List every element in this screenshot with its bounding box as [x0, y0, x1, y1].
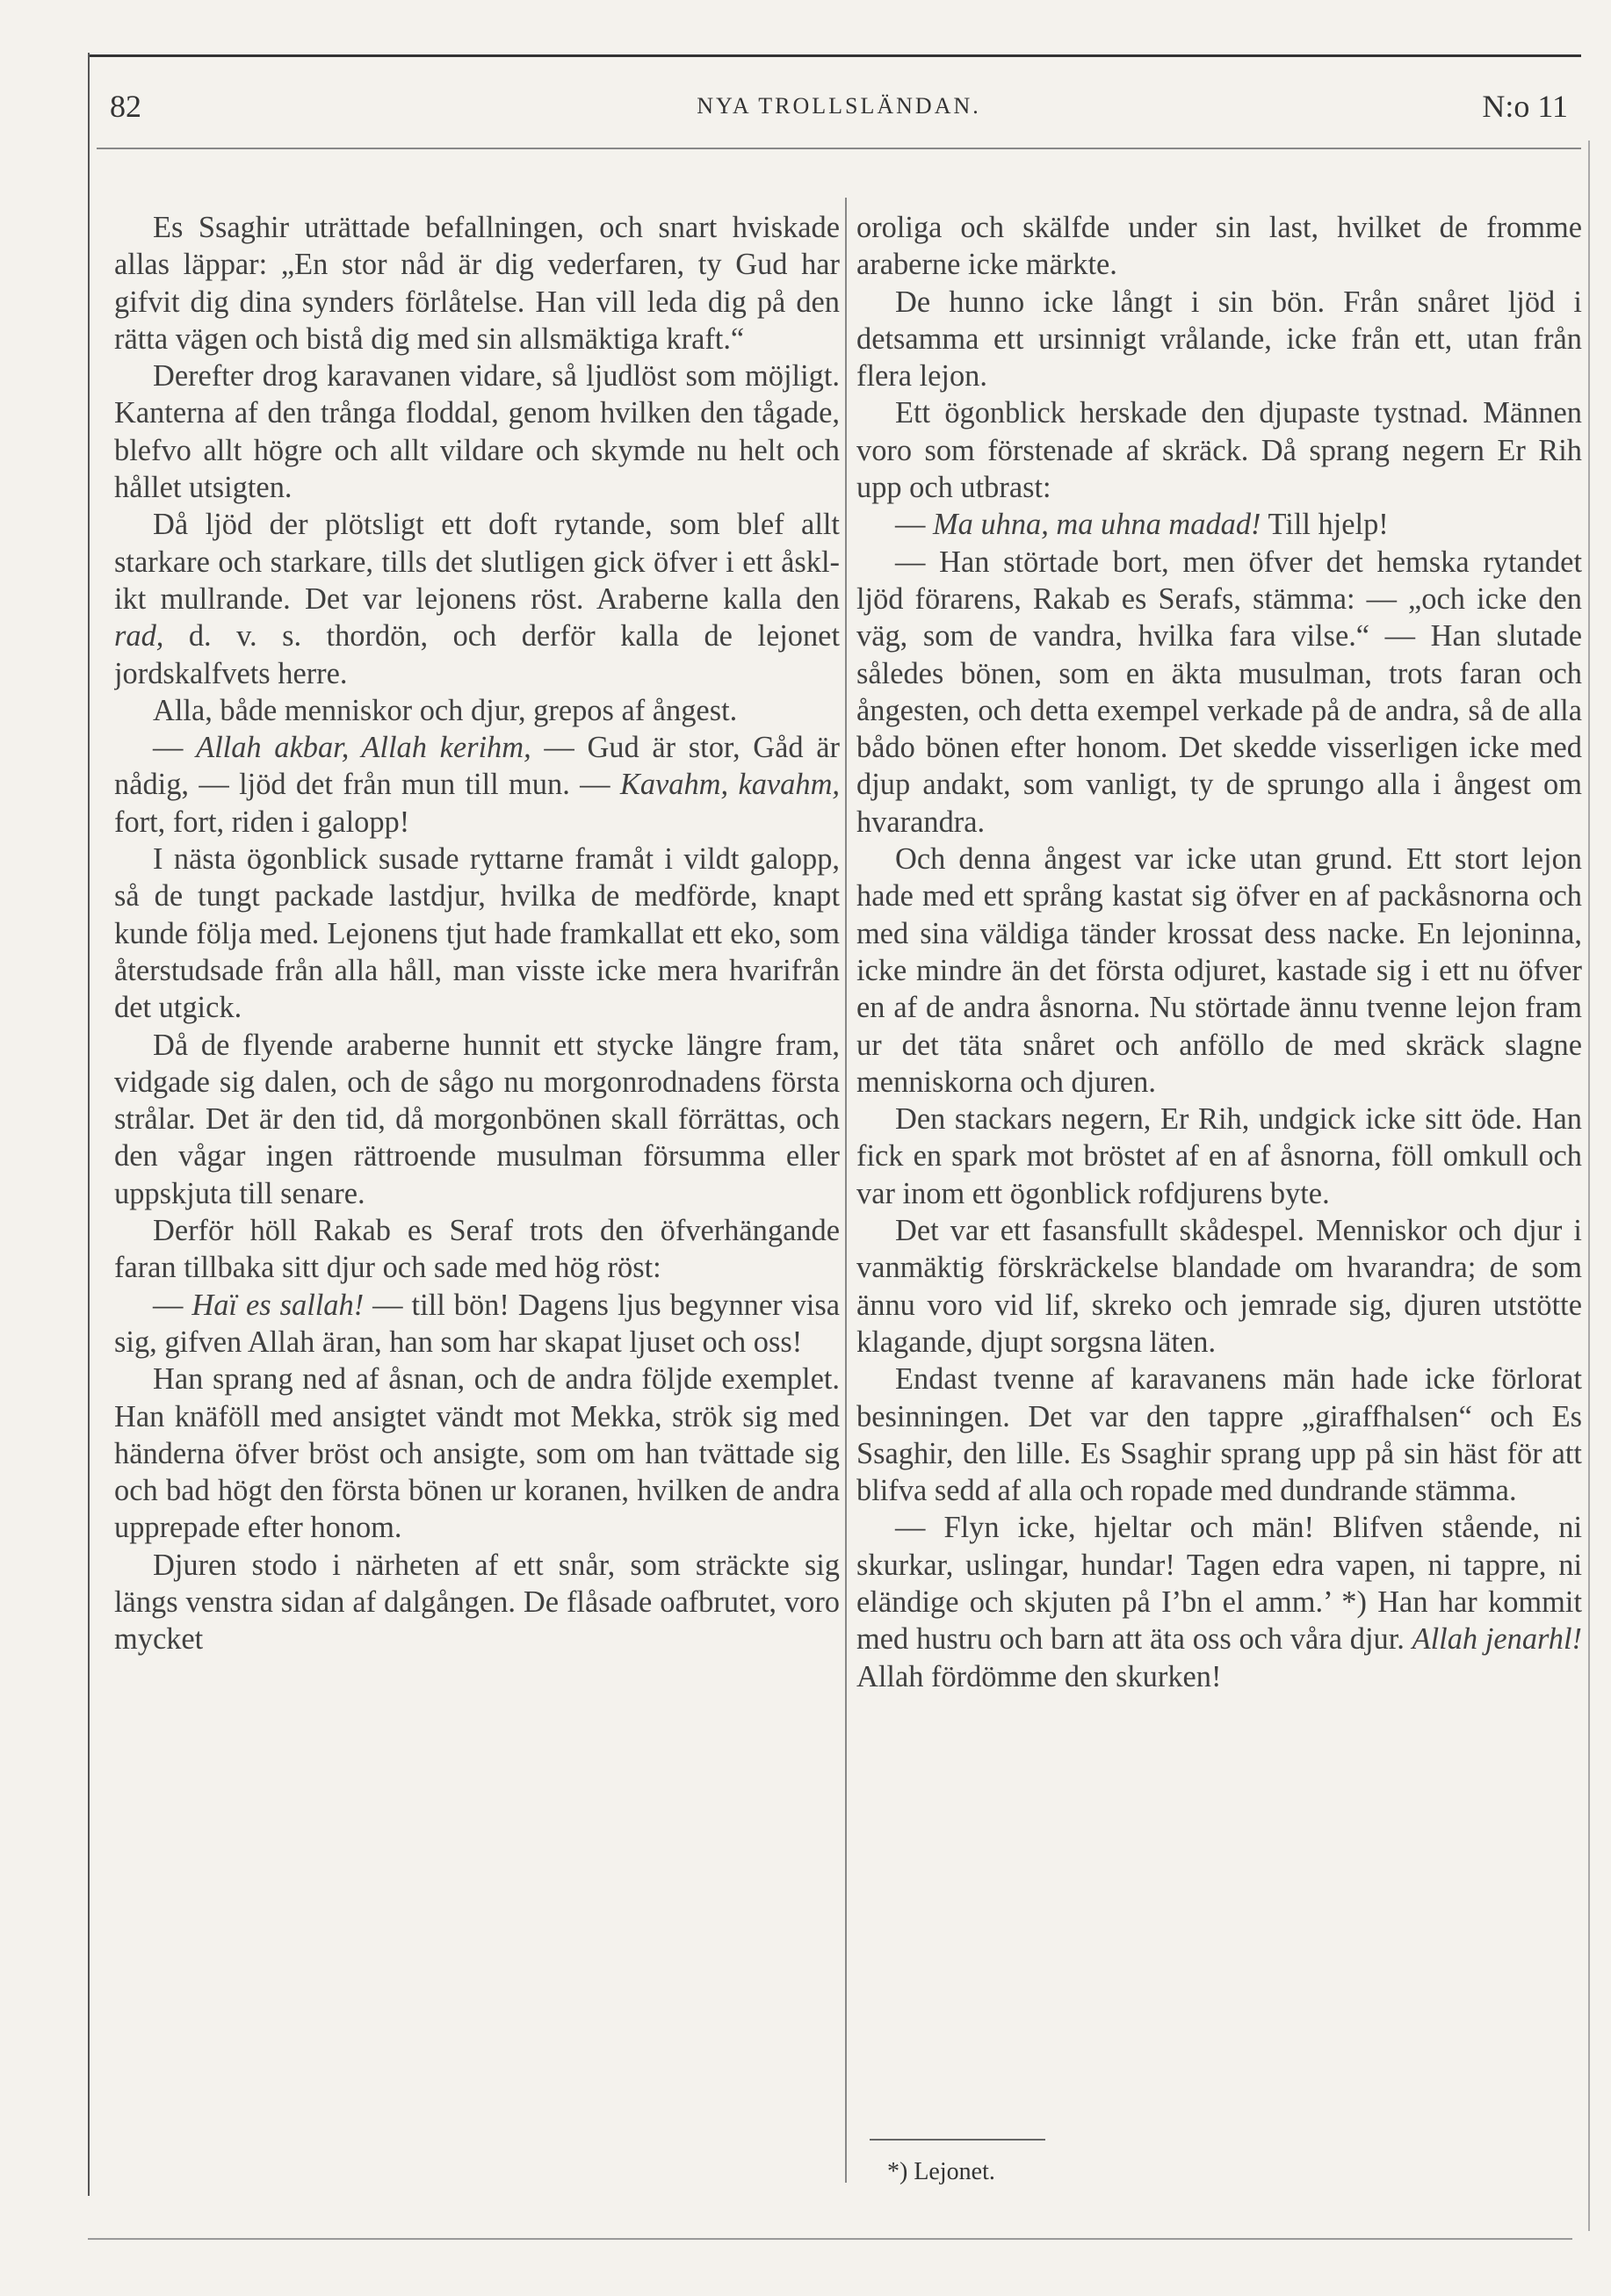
text: fort, fort, riden i galopp! [114, 805, 410, 839]
running-head [110, 88, 1568, 132]
text: — [895, 508, 933, 542]
text: — [153, 731, 197, 765]
paragraph: Derefter drog karavanen vidare, så ljudlöst som möjligt. Kanterna af den trånga floddal, genom hvilken den tågade, blefvo allt högre och allt vildare och skymde nu helt och hållet utsigten. [114, 359, 840, 505]
paragraph: De hunno icke långt i sin bön. Från snåret ljöd i detsamma ett ursinnigt vrålande, icke från ett, utan från flera lejon. [856, 285, 1582, 393]
header-rule [97, 148, 1581, 149]
paragraph [856, 1509, 1582, 1694]
text: — till bön! Dagens ljus begynner visa sig, gifven Allah äran, han som har skapat ljuset och oss! [114, 1288, 840, 1359]
paragraph: Endast tvenne af karavanens män hade icke förlorat besinningen. Det var den tappre „giraffhalsen“ och Es Ssaghir, den lille. Es Ssaghir sprang upp på sin häst för att blifva sedd af alla och ropade med dundrande stämma. [856, 1362, 1582, 1508]
emphasis: Ma uhna, ma uhna madad! [933, 508, 1261, 542]
issue-number: N:o 11 [1482, 89, 1568, 124]
paragraph: Ett ögonblick herskade den djupaste tystnad. Männen voro som förstenade af skräck. Då sprang negern Er Rih upp och utbrast: [856, 396, 1582, 505]
emphasis: Kavahm, kavahm, [619, 768, 840, 802]
paragraph: Alla, både menniskor och djur, grepos af ångest. [153, 693, 738, 727]
right-column [856, 209, 1582, 2194]
text: — Flyn icke, hjeltar och män! Blifven stående, ni skurkar, uslingar, hundar! Tagen edra vapen, ni tappre, ni eländige och skjuten på I’bn el amm.’ *) Han har kommit med hustru och barn att äta oss och våra djur. [856, 1511, 1582, 1657]
paragraph: Han sprang ned af åsnan, och de andra följde exemplet. Han knäföll med ansigtet vändt mot Mekka, strök sig med händerna öfver bröst och ansigte, som om han tvättade sig och bad högt den första bönen ur koranen, hvilken de andra upprepade efter honom. [114, 1362, 840, 1545]
paragraph: Djuren stodo i närheten af ett snår, som sträckte sig längs venstra sidan af dalgången. De flåsade oafbrutet, voro mycket [114, 1548, 840, 1657]
paragraph: Es Ssaghir uträttade befallningen, och snart hviskade allas läppar: „En stor nåd är dig vederfaren, ty Gud har gifvit dig dina synders förlåtelse. Han vill leda dig på den rätta vägen och bistå dig med sin allsmäktiga kraft.“ [114, 211, 840, 356]
paragraph: I nästa ögonblick susade ryttarne framåt i vildt galopp, så de tungt packade lastdjur, hvilka de medförde, knapt kunde följa med. Lejonens tjut hade framkallat ett eko, som återstudsade från alla håll, man visste icke mera hvarifrån det utgick. [114, 842, 840, 1025]
paragraph [114, 729, 840, 841]
paragraph: Och denna ångest var icke utan grund. Ett stort lejon hade med ett språng kastat sig öfver en af packåsnorna och med sina väldiga tänder krossat dess nacke. En lejoninna, icke mindre än det första odjuret, kastade sig i ett nu öfver en af de andra åsnorna. Nu störtade ännu tvenne lejon fram ur det täta snåret och anföllo de med skräck slagne menniskorna och djuren. [856, 842, 1582, 1099]
emphasis: rad, [114, 619, 164, 653]
top-rule [88, 54, 1581, 57]
text: Då ljöd der plötsligt ett doft rytande, som blef allt starkare och starkare, tills det slutligen gick öfver i ett åsklikt mullrande. Det var lejonens röst. Araberne kalla den [114, 508, 840, 616]
paragraph: Derför höll Rakab es Seraf trots den öfverhängande faran tillbaka sitt djur och sade med hög röst: [114, 1214, 840, 1285]
page-edge [1588, 141, 1590, 2231]
emphasis: Haï es sallah! [191, 1288, 365, 1322]
binding-edge [88, 53, 90, 2196]
paragraph: — Han störtade bort, men öfver det hemska rytandet ljöd förarens, Rakab es Serafs, stämma: — „och icke den väg, som de vandra, hvilka fara vilse.“ — Han slutade således bönen, som en äkta musulman, trots faran och ångesten, och detta exempel verkade på de andra, så de alla bådo bönen efter honom. Det skedde visserligen icke med djup andakt, som vanligt, ty de sprungo alla i ångest om hvarandra. [856, 545, 1582, 839]
text: Allah fördömme den skurken! [856, 1659, 1222, 1693]
footnote: *) Lejonet. [887, 2158, 995, 2185]
bottom-rule [88, 2238, 1572, 2240]
text: d. v. s. thordön, och derför kalla de lejonet jordskalfvets herre. [114, 619, 840, 690]
left-column [114, 209, 840, 2194]
footnote-rule [870, 2139, 1045, 2141]
page-number: 82 [110, 89, 141, 124]
paragraph [856, 506, 1582, 543]
emphasis: Allah jenarhl! [1412, 1622, 1582, 1657]
emphasis: Allah akbar, Allah kerihm, [196, 731, 531, 765]
journal-title: NYA TROLLSLÄNDAN. [697, 93, 981, 119]
paragraph [114, 506, 840, 691]
paragraph: Det var ett fasansfullt skådespel. Menniskor och djur i vanmäktig förskräckelse blandade om hvarandra; de som ännu voro vid lif, skreko och jemrade sig, djuren utstötte klagande, djupt sorgsna läten. [856, 1214, 1582, 1359]
text: — Gud är stor, Gåd är nådig, — ljöd det från mun till mun. — [114, 731, 840, 802]
paragraph: Den stackars negern, Er Rih, undgick icke sitt öde. Han fick en spark mot bröstet af en af åsnorna, föll omkull och var inom ett ögonblick rofdjurens byte. [856, 1102, 1582, 1210]
column-rule [845, 198, 847, 2183]
paragraph: Då de flyende araberne hunnit ett stycke längre fram, vidgade sig dalen, och de sågo nu morgonrodnadens första strålar. Det är den tid, då morgonbönen skall förrättas, och den vågar ingen rättroende musulman försumma eller uppskjuta till senare. [114, 1028, 840, 1210]
paragraph [114, 1287, 840, 1361]
paragraph: oroliga och skälfde under sin last, hvilket de fromme araberne icke märkte. [856, 211, 1582, 282]
text: Till hjelp! [1261, 508, 1389, 542]
text: — [153, 1288, 192, 1322]
